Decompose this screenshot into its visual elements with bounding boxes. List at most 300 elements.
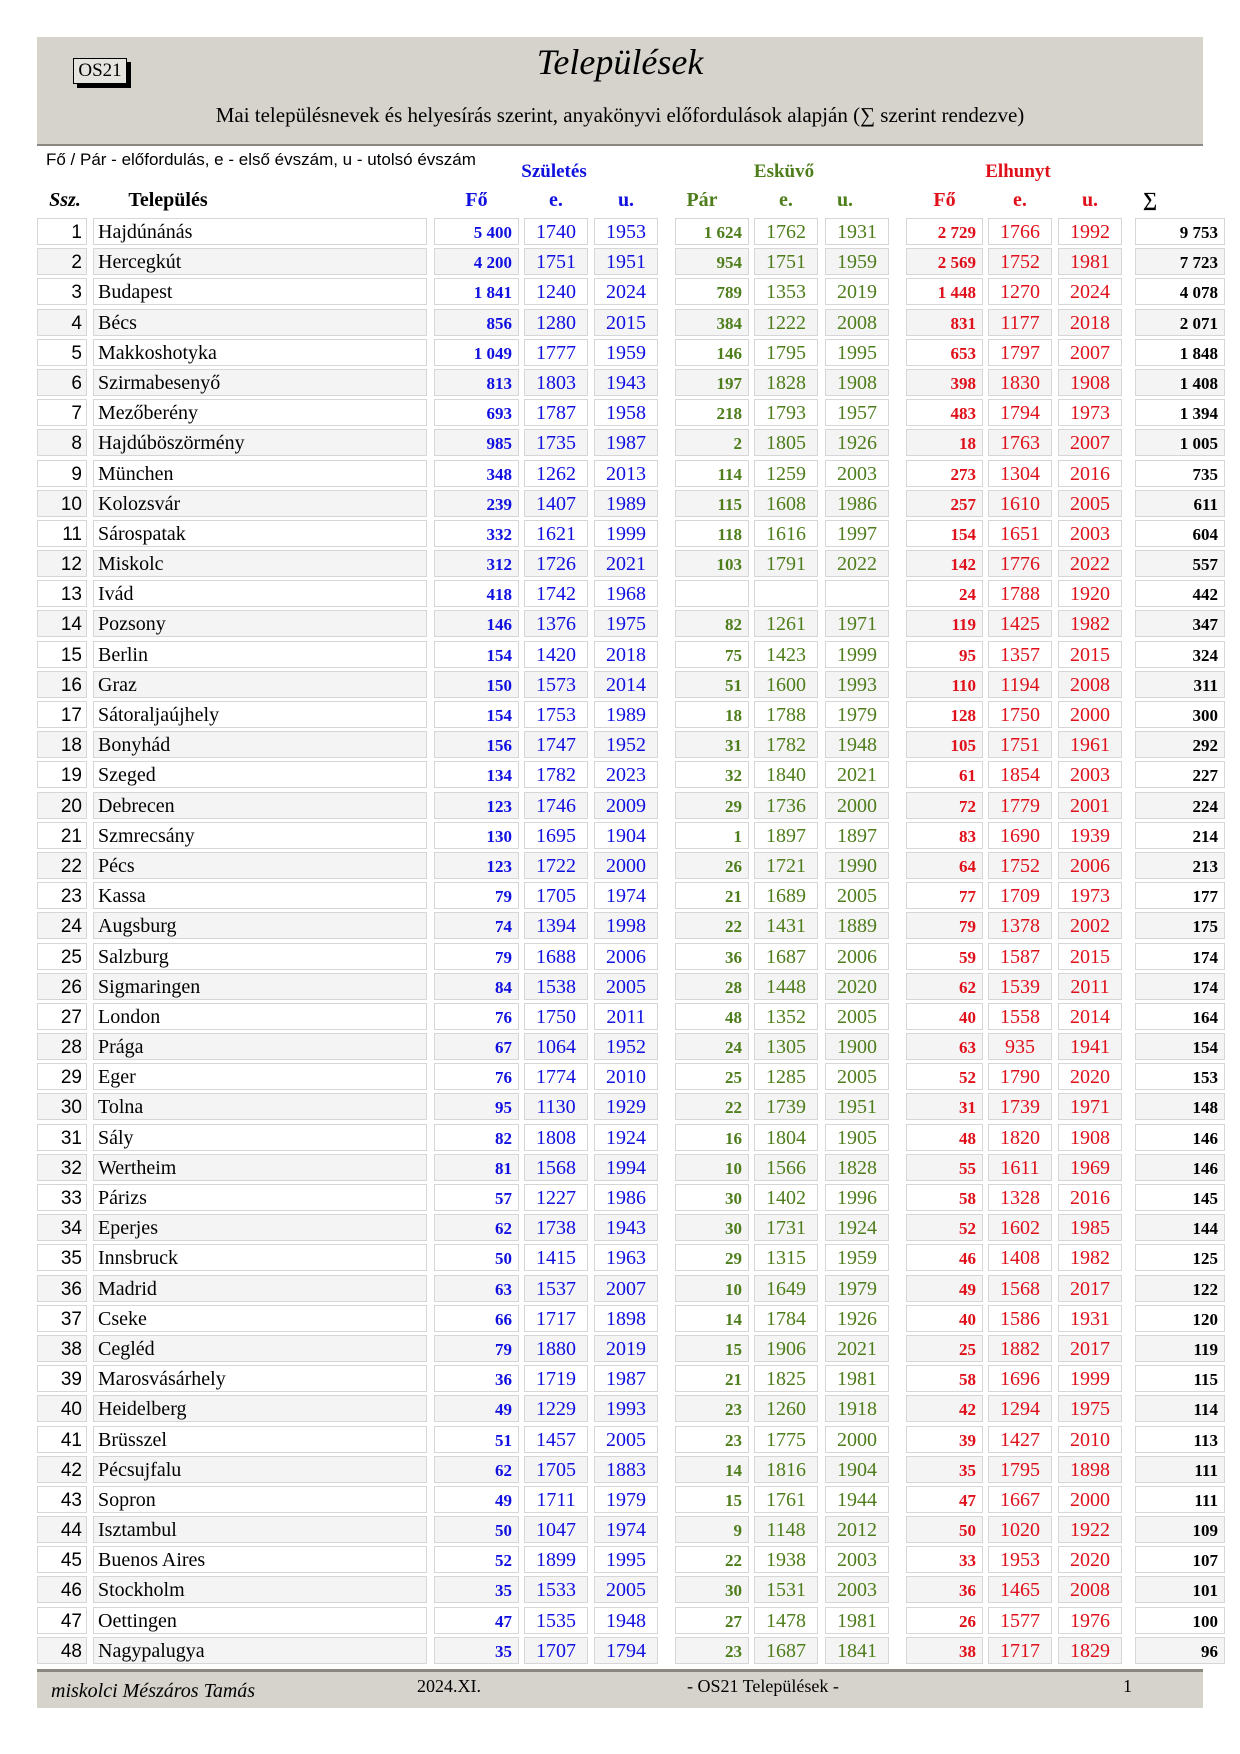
wedding-count: 114 [675,460,749,487]
settlement-name: Pécsujfalu [93,1456,427,1483]
death-first-year: 1328 [988,1184,1052,1211]
birth-count: 66 [434,1305,519,1332]
col-header-death-first: e. [1013,189,1027,211]
col-header-death-last: u. [1081,189,1099,211]
birth-first-year: 1774 [524,1063,588,1090]
row-number: 42 [37,1456,87,1483]
settlement-name: Bécs [93,309,427,336]
death-last-year: 1982 [1058,1244,1122,1271]
death-count: 2 569 [906,248,983,275]
settlement-name: Mezőberény [93,399,427,426]
settlement-name: Kolozsvár [93,490,427,517]
birth-count: 312 [434,550,519,577]
birth-count: 76 [434,1063,519,1090]
settlement-name: Tolna [93,1093,427,1120]
death-count: 18 [906,429,983,456]
wedding-first-year: 1649 [754,1275,818,1302]
wedding-count: 30 [675,1184,749,1211]
death-count: 36 [906,1576,983,1603]
death-count: 52 [906,1063,983,1090]
death-last-year: 1975 [1058,1395,1122,1422]
death-last-year: 2015 [1058,943,1122,970]
settlement-name: Brüsszel [93,1426,427,1453]
death-last-year: 2016 [1058,460,1122,487]
row-number: 2 [37,248,87,275]
death-count: 42 [906,1395,983,1422]
total-sum: 227 [1135,761,1225,788]
row-number: 44 [37,1516,87,1543]
death-first-year: 1751 [988,731,1052,758]
row-number: 10 [37,490,87,517]
total-sum: 2 071 [1135,309,1225,336]
wedding-count: 1 624 [675,218,749,245]
death-count: 47 [906,1486,983,1513]
settlement-name: Buenos Aires [93,1546,427,1573]
birth-first-year: 1280 [524,309,588,336]
death-last-year: 1981 [1058,248,1122,275]
total-sum: 442 [1135,580,1225,607]
wedding-last-year: 2019 [825,278,889,305]
table-row [37,519,1218,549]
death-last-year: 1999 [1058,1365,1122,1392]
row-number: 18 [37,731,87,758]
total-sum: 111 [1135,1486,1225,1513]
birth-last-year: 1993 [594,1395,658,1422]
wedding-last-year: 1957 [825,399,889,426]
death-first-year: 1696 [988,1365,1052,1392]
table-row [37,1545,1218,1575]
death-last-year: 2010 [1058,1426,1122,1453]
birth-first-year: 1047 [524,1516,588,1543]
birth-first-year: 1738 [524,1214,588,1241]
death-last-year: 2024 [1058,278,1122,305]
death-first-year: 1717 [988,1637,1052,1664]
death-count: 95 [906,641,983,668]
birth-first-year: 1746 [524,792,588,819]
wedding-first-year: 1352 [754,1003,818,1030]
wedding-last-year: 1986 [825,490,889,517]
death-last-year: 1941 [1058,1033,1122,1060]
birth-first-year: 1688 [524,943,588,970]
wedding-count: 954 [675,248,749,275]
row-number: 15 [37,641,87,668]
death-count: 33 [906,1546,983,1573]
wedding-count: 29 [675,1244,749,1271]
settlement-name: Nagypalugya [93,1637,427,1664]
birth-count: 154 [434,701,519,728]
wedding-last-year: 1996 [825,1184,889,1211]
wedding-last-year: 2005 [825,1063,889,1090]
wedding-first-year: 1793 [754,399,818,426]
birth-count: 57 [434,1184,519,1211]
settlement-name: Eperjes [93,1214,427,1241]
death-first-year: 1610 [988,490,1052,517]
wedding-first-year: 1566 [754,1154,818,1181]
birth-first-year: 1777 [524,339,588,366]
death-last-year: 1908 [1058,1124,1122,1151]
birth-count: 74 [434,912,519,939]
row-number: 33 [37,1184,87,1211]
settlement-name: Sopron [93,1486,427,1513]
birth-last-year: 1987 [594,1365,658,1392]
death-first-year: 1602 [988,1214,1052,1241]
wedding-count: 51 [675,671,749,698]
death-first-year: 1304 [988,460,1052,487]
wedding-first-year: 1259 [754,460,818,487]
birth-first-year: 1537 [524,1275,588,1302]
death-first-year: 1465 [988,1576,1052,1603]
col-header-birth-last: u. [617,189,635,211]
wedding-first-year: 1687 [754,1637,818,1664]
birth-last-year: 1995 [594,1546,658,1573]
row-number: 24 [37,912,87,939]
settlement-name: Miskolc [93,550,427,577]
death-count: 72 [906,792,983,819]
wedding-first-year: 1736 [754,792,818,819]
birth-last-year: 1943 [594,1214,658,1241]
death-first-year: 1779 [988,792,1052,819]
wedding-count: 23 [675,1395,749,1422]
death-last-year: 1920 [1058,580,1122,607]
death-count: 2 729 [906,218,983,245]
total-sum: 292 [1135,731,1225,758]
settlement-name: Szirmabesenyő [93,369,427,396]
wedding-count: 2 [675,429,749,456]
death-last-year: 1931 [1058,1305,1122,1332]
wedding-last-year: 1905 [825,1124,889,1151]
birth-count: 35 [434,1576,519,1603]
wedding-first-year: 1448 [754,973,818,1000]
death-first-year: 1611 [988,1154,1052,1181]
table-row [37,1002,1218,1032]
row-number: 29 [37,1063,87,1090]
wedding-count: 22 [675,1546,749,1573]
total-sum: 174 [1135,943,1225,970]
birth-count: 332 [434,520,519,547]
total-sum: 153 [1135,1063,1225,1090]
birth-last-year: 1959 [594,339,658,366]
birth-last-year: 1987 [594,429,658,456]
wedding-first-year: 1689 [754,882,818,909]
birth-last-year: 1952 [594,1033,658,1060]
birth-first-year: 1538 [524,973,588,1000]
wedding-count: 23 [675,1637,749,1664]
total-sum: 1 005 [1135,429,1225,456]
birth-last-year: 1989 [594,701,658,728]
total-sum: 224 [1135,792,1225,819]
wedding-first-year: 1788 [754,701,818,728]
wedding-first-year: 1148 [754,1516,818,1543]
wedding-first-year: 1840 [754,761,818,788]
wedding-count: 9 [675,1516,749,1543]
death-count: 58 [906,1184,983,1211]
wedding-count: 27 [675,1607,749,1634]
wedding-first-year: 1402 [754,1184,818,1211]
wedding-last-year: 1999 [825,641,889,668]
death-first-year: 1270 [988,278,1052,305]
settlement-name: London [93,1003,427,1030]
death-first-year: 1750 [988,701,1052,728]
birth-last-year: 1948 [594,1607,658,1634]
birth-last-year: 2021 [594,550,658,577]
row-number: 40 [37,1395,87,1422]
birth-first-year: 1782 [524,761,588,788]
table-row [37,942,1218,972]
birth-count: 123 [434,792,519,819]
row-number: 36 [37,1275,87,1302]
group-death-heading: Elhunyt [985,161,1051,182]
birth-first-year: 1753 [524,701,588,728]
settlement-name: Hajdúböszörmény [93,429,427,456]
death-last-year: 2016 [1058,1184,1122,1211]
death-last-year: 1922 [1058,1516,1122,1543]
table-row [37,247,1218,277]
death-last-year: 2017 [1058,1275,1122,1302]
wedding-last-year: 2021 [825,1335,889,1362]
birth-last-year: 1999 [594,520,658,547]
death-count: 59 [906,943,983,970]
birth-count: 63 [434,1275,519,1302]
wedding-first-year: 1761 [754,1486,818,1513]
footer-page-number: 1 [1123,1676,1132,1696]
total-sum: 1 394 [1135,399,1225,426]
birth-first-year: 1719 [524,1365,588,1392]
birth-last-year: 1979 [594,1486,658,1513]
wedding-first-year: 1608 [754,490,818,517]
wedding-count: 48 [675,1003,749,1030]
col-header-birth-count: Fő [465,189,488,211]
col-header-wed-first: e. [779,189,793,211]
death-last-year: 1985 [1058,1214,1122,1241]
death-count: 77 [906,882,983,909]
settlements-table [37,217,1218,1666]
wedding-first-year: 1775 [754,1426,818,1453]
col-header-death-count: Fő [933,189,956,211]
birth-first-year: 1376 [524,610,588,637]
birth-count: 35 [434,1637,519,1664]
birth-first-year: 1740 [524,218,588,245]
death-last-year: 2020 [1058,1063,1122,1090]
birth-first-year: 1262 [524,460,588,487]
settlement-name: Pécs [93,852,427,879]
table-row [37,640,1218,670]
birth-last-year: 1943 [594,369,658,396]
row-number: 12 [37,550,87,577]
birth-last-year: 1994 [594,1154,658,1181]
wedding-first-year: 1906 [754,1335,818,1362]
death-last-year: 2003 [1058,520,1122,547]
wedding-count: 1 [675,822,749,849]
wedding-count: 115 [675,490,749,517]
birth-first-year: 1621 [524,520,588,547]
wedding-count: 15 [675,1486,749,1513]
death-count: 653 [906,339,983,366]
birth-count: 76 [434,1003,519,1030]
table-row [37,1575,1218,1605]
wedding-count: 28 [675,973,749,1000]
page-footer [37,1669,1203,1708]
wedding-first-year: 1804 [754,1124,818,1151]
settlement-name: Eger [93,1063,427,1090]
wedding-first-year: 1260 [754,1395,818,1422]
birth-count: 52 [434,1546,519,1573]
birth-count: 123 [434,852,519,879]
death-first-year: 1739 [988,1093,1052,1120]
wedding-first-year: 1791 [754,550,818,577]
death-count: 257 [906,490,983,517]
birth-count: 156 [434,731,519,758]
death-first-year: 1194 [988,671,1052,698]
death-last-year: 2002 [1058,912,1122,939]
death-last-year: 2022 [1058,550,1122,577]
table-row [37,428,1218,458]
birth-last-year: 2023 [594,761,658,788]
row-number: 38 [37,1335,87,1362]
birth-first-year: 1407 [524,490,588,517]
wedding-first-year: 1315 [754,1244,818,1271]
total-sum: 115 [1135,1365,1225,1392]
settlement-name: Budapest [93,278,427,305]
wedding-first-year: 1600 [754,671,818,698]
table-row [37,760,1218,790]
table-row [37,1455,1218,1485]
death-first-year: 1830 [988,369,1052,396]
death-last-year: 2003 [1058,761,1122,788]
row-number: 41 [37,1426,87,1453]
table-row [37,1092,1218,1122]
row-number: 6 [37,369,87,396]
row-number: 1 [37,218,87,245]
birth-last-year: 2009 [594,792,658,819]
birth-last-year: 1924 [594,1124,658,1151]
birth-count: 1 841 [434,278,519,305]
footer-date: 2024.XI. [417,1676,481,1696]
birth-count: 79 [434,1335,519,1362]
death-last-year: 2000 [1058,701,1122,728]
death-first-year: 1766 [988,218,1052,245]
death-first-year: 1357 [988,641,1052,668]
settlement-name: Hercegkút [93,248,427,275]
row-number: 21 [37,822,87,849]
settlement-name: Berlin [93,641,427,668]
birth-first-year: 1535 [524,1607,588,1634]
birth-last-year: 1929 [594,1093,658,1120]
total-sum: 177 [1135,882,1225,909]
row-number: 14 [37,610,87,637]
wedding-last-year: 1959 [825,248,889,275]
birth-first-year: 1722 [524,852,588,879]
birth-last-year: 1953 [594,218,658,245]
wedding-last-year: 1997 [825,520,889,547]
table-row [37,670,1218,700]
total-sum: 175 [1135,912,1225,939]
death-last-year: 2015 [1058,641,1122,668]
total-sum: 347 [1135,610,1225,637]
total-sum: 107 [1135,1546,1225,1573]
row-number: 45 [37,1546,87,1573]
death-last-year: 1971 [1058,1093,1122,1120]
birth-first-year: 1751 [524,248,588,275]
death-count: 50 [906,1516,983,1543]
wedding-last-year: 1828 [825,1154,889,1181]
wedding-count: 36 [675,943,749,970]
wedding-last-year: 2005 [825,1003,889,1030]
birth-count: 49 [434,1395,519,1422]
death-count: 31 [906,1093,983,1120]
death-first-year: 1788 [988,580,1052,607]
death-last-year: 2017 [1058,1335,1122,1362]
wedding-count: 103 [675,550,749,577]
settlement-name: Innsbruck [93,1244,427,1271]
table-row [37,791,1218,821]
wedding-count: 10 [675,1154,749,1181]
col-header-wed-last: u. [836,189,854,211]
wedding-last-year: 1889 [825,912,889,939]
settlement-name: Cseke [93,1305,427,1332]
death-last-year: 1969 [1058,1154,1122,1181]
death-last-year: 1961 [1058,731,1122,758]
row-number: 4 [37,309,87,336]
birth-count: 134 [434,761,519,788]
row-number: 30 [37,1093,87,1120]
death-count: 83 [906,822,983,849]
birth-first-year: 1457 [524,1426,588,1453]
birth-first-year: 1705 [524,1456,588,1483]
death-count: 142 [906,550,983,577]
row-number: 3 [37,278,87,305]
death-first-year: 1425 [988,610,1052,637]
settlement-name: Bonyhád [93,731,427,758]
row-number: 46 [37,1576,87,1603]
death-count: 105 [906,731,983,758]
death-last-year: 1939 [1058,822,1122,849]
wedding-count: 218 [675,399,749,426]
birth-last-year: 2000 [594,852,658,879]
death-first-year: 1794 [988,399,1052,426]
wedding-last-year: 1841 [825,1637,889,1664]
table-row [37,972,1218,1002]
death-last-year: 2006 [1058,852,1122,879]
total-sum: 735 [1135,460,1225,487]
wedding-last-year: 2021 [825,761,889,788]
wedding-last-year: 1990 [825,852,889,879]
wedding-first-year: 1739 [754,1093,818,1120]
wedding-last-year: 1995 [825,339,889,366]
death-last-year: 1976 [1058,1607,1122,1634]
death-count: 40 [906,1305,983,1332]
wedding-last-year: 1897 [825,822,889,849]
wedding-last-year: 1931 [825,218,889,245]
birth-count: 47 [434,1607,519,1634]
birth-last-year: 2006 [594,943,658,970]
wedding-count: 15 [675,1335,749,1362]
wedding-first-year: 1784 [754,1305,818,1332]
wedding-count: 31 [675,731,749,758]
death-count: 26 [906,1607,983,1634]
death-count: 52 [906,1214,983,1241]
birth-count: 79 [434,943,519,970]
wedding-last-year: 1959 [825,1244,889,1271]
death-count: 48 [906,1124,983,1151]
wedding-first-year: 1478 [754,1607,818,1634]
death-first-year: 1539 [988,973,1052,1000]
birth-first-year: 1420 [524,641,588,668]
death-count: 40 [906,1003,983,1030]
wedding-count: 82 [675,610,749,637]
table-row [37,1304,1218,1334]
wedding-last-year: 1924 [825,1214,889,1241]
death-count: 25 [906,1335,983,1362]
